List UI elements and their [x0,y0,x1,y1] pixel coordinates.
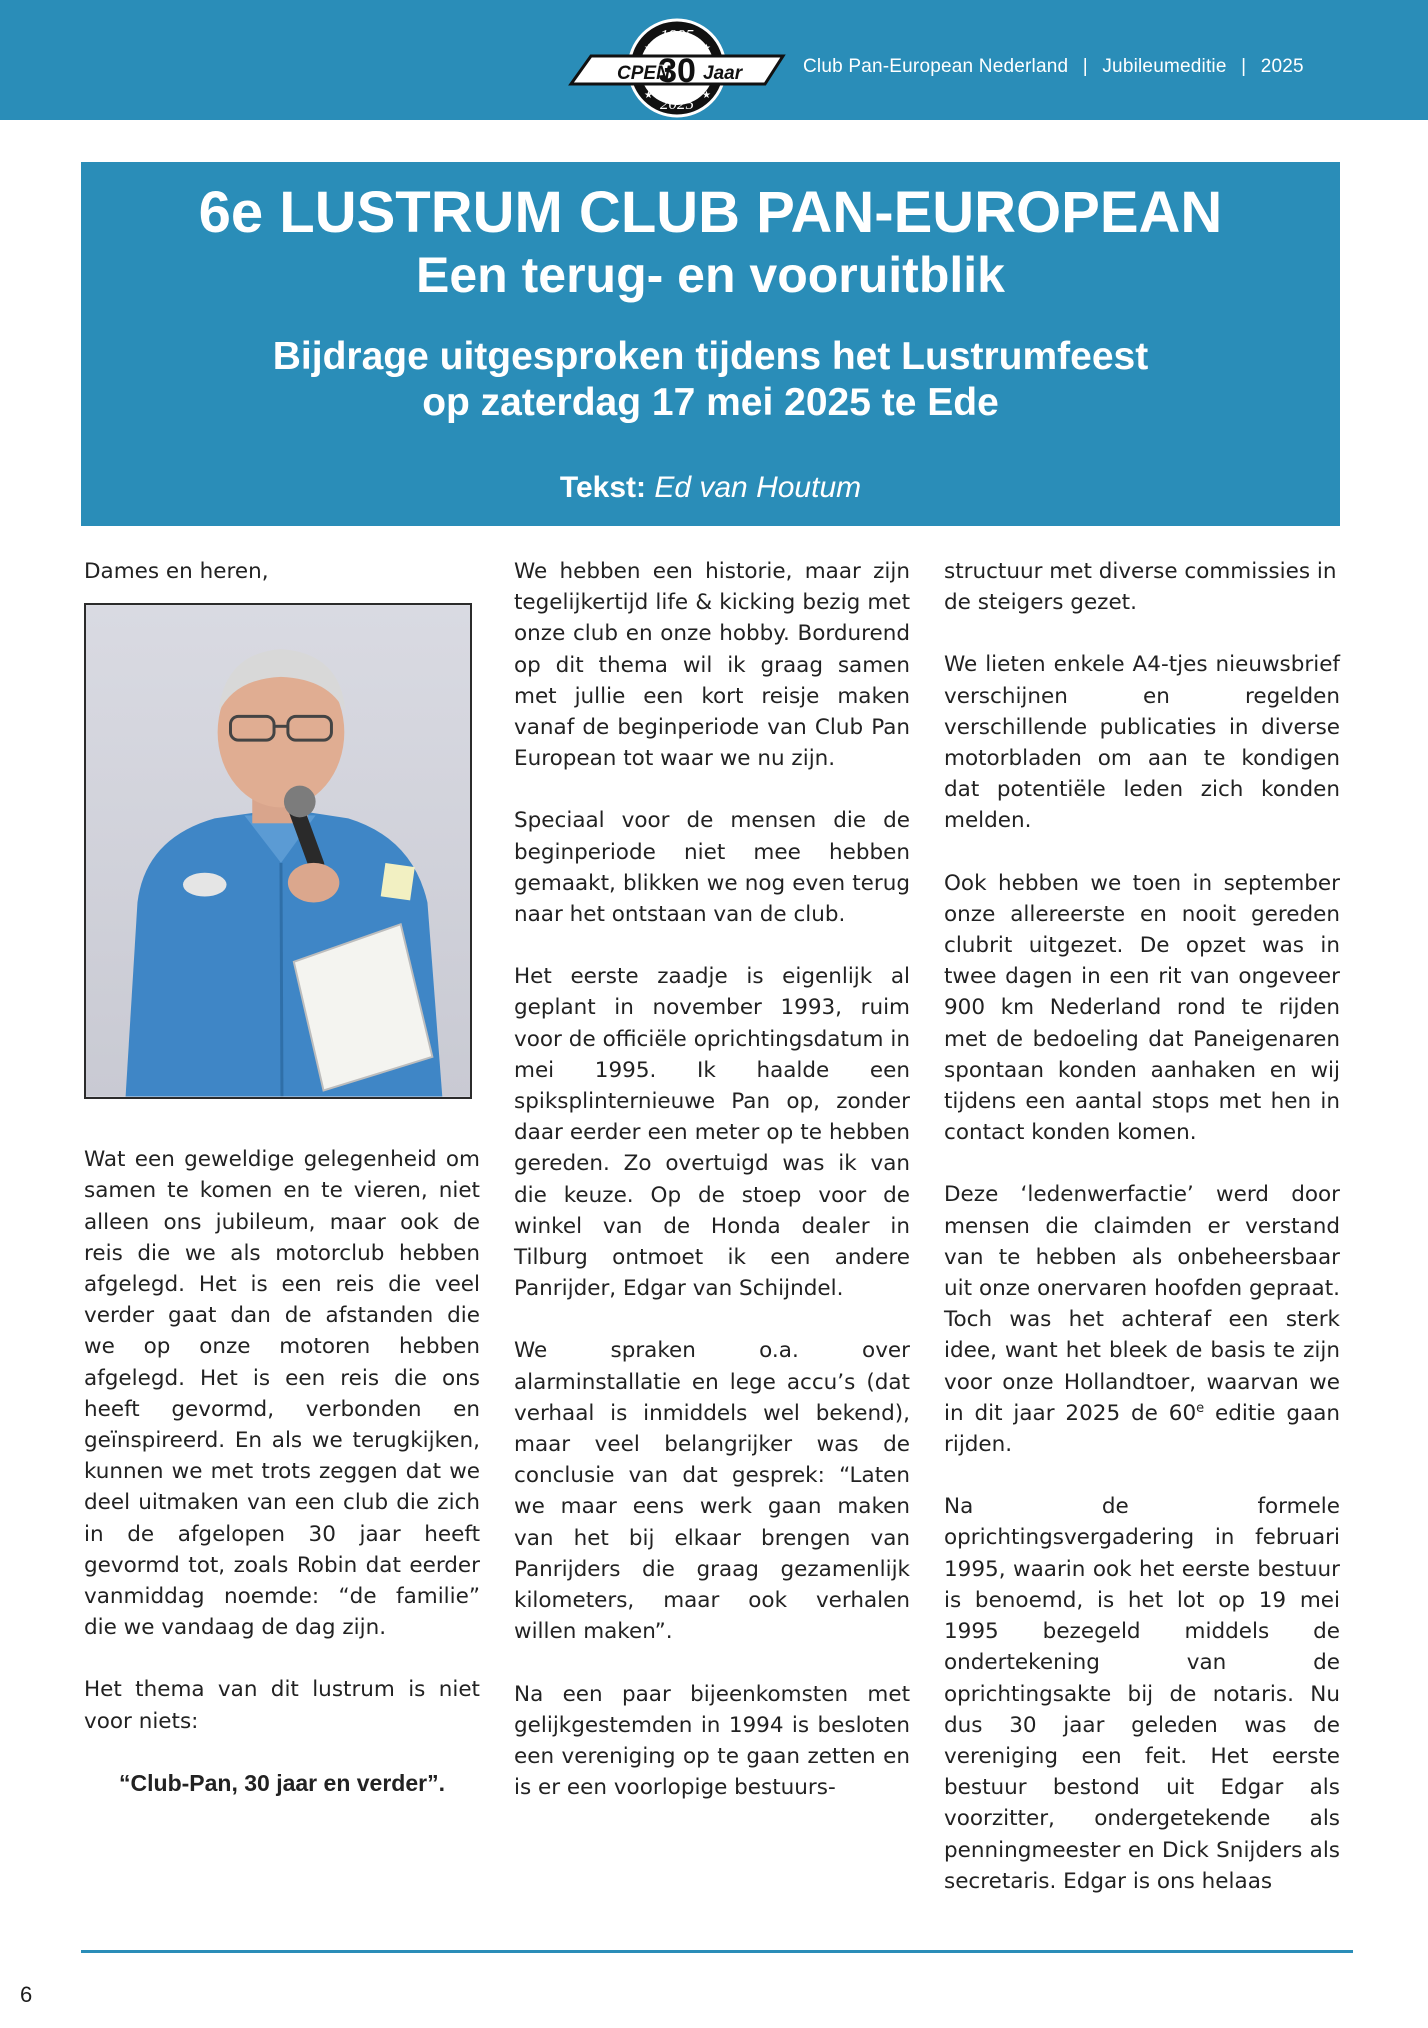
title-box [81,162,1340,526]
col2-paragraph-1: We hebben een historie, maar zijn tegelijkertijd life & kicking bezig met onze club en onze hobby. Bordurend op dit thema wil ik graag samen met jullie een kort reisje maken vanaf de beginperiode van Club Pan European tot waar we nu zijn. [514,559,910,772]
column-3 [944,556,1340,1897]
logo-star-icon: ★ [644,90,653,101]
header-year: 2025 [1260,56,1304,77]
col1-paragraph-2: Het thema van dit lustrum is niet voor niets: [84,1677,480,1734]
greeting: Dames en heren, [84,559,269,584]
article-subtitle: Een terug- en vooruitblik [416,247,1005,303]
col2-paragraph-4: We spraken o.a. over alarminstallatie en lege accu’s (dat verhaal is inmiddels wel bekend), maar veel belangrijker was de conclusie van dat gesprek: “Laten we maar eens werk gaan maken van het bij elkaar brengen van Panrijders die graag gezamenlijk kilometers, maar ook verhalen willen maken”. [514,1338,910,1645]
col2-paragraph-2: Speciaal voor de mensen die de beginperiode niet mee hebben gemaakt, blikken we nog even terug naar het ontstaan van de club. [514,808,910,928]
article-title: 6e LUSTRUM CLUB PAN-EUROPEAN [198,180,1223,245]
col3-paragraph-4-text: Deze ‘ledenwerfactie’ werd door mensen die claimden er verstand van te hebben als onbeheersbaar uit onze onervaren hoofden gepraat. Toch was het achteraf een sterk idee, want het bleek de basis te zijn voor onze Hollandtoer, waarvan we in dit jaar 2025 de 60 [944,1182,1340,1426]
byline-author: Ed van Houtum [654,471,862,504]
col2-paragraph-3: Het eerste zaadje is eigenlijk al geplant in november 1993, ruim voor de officiële oprichtingsdatum in mei 1995. Ik haalde een spiksplinternieuwe Pan op, zonder daar eerder een meter op te hebben gereden. Zo overtuigd was ik van die keuze. Op de stoep voor de winkel van de Honda dealer in Tilburg ontmoet ik een andere Panrijder, Edgar van Schijndel. [514,964,910,1302]
logo-left-text: CPEN [617,63,670,84]
header-separator: | [1241,56,1247,77]
col1-paragraph-1: Wat een geweldige gelegenheid om samen te komen en te vieren, niet alleen ons jubileum, maar ook de reis die we als motorclub hebben afgelegd. Het is een reis die veel verder gaat dan de afstanden die we op onze motoren hebben afgelegd. Het is een reis die ons heeft gevormd, verbonden en geïnspireerd. En als we terugkijken, kunnen we met trots zeggen dat we deel uitmaken van een club die zich in de afgelopen 30 jaar heeft gevormd tot, zoals Robin dat eerder vanmiddag noemde: “de familie” die we vandaag de dag zijn. [84,1147,480,1641]
footer-divider [81,1950,1353,1953]
col3-paragraph-5: Na de formele oprichtingsvergadering in februari 1995, waarin ook het eerste bestuur is benoemd, is het lot op 19 mei 1995 bezegeld middels de ondertekening van de oprichtingsakte bij de notaris. Nu dus 30 jaar geleden was de vereniging een feit. Het eerste bestuur bestond uit Edgar als voorzitter, ondergetekende als penningmeester en Dick Snijders als secretaris. Edgar is ons helaas [944,1494,1340,1894]
article-intro-line2: op zaterdag 17 mei 2025 te Ede [422,381,999,424]
logo-star-icon: ★ [702,43,711,54]
col2-paragraph-5: Na een paar bijeenkomsten met gelijkgestemden in 1994 is besloten een vereniging op te gaan zetten en is er een voorlopige bestuurs- [514,1681,910,1801]
header-separator: | [1082,56,1088,77]
col3-paragraph-4-end: editie gaan rijden. [944,1400,1340,1458]
column-2 [514,556,910,1803]
col3-paragraph-1: structuur met diverse commissies in de steigers gezet. [944,559,1337,616]
article-intro-line1: Bijdrage uitgesproken tijdens het Lustrumfeest [272,335,1149,378]
header-bar [0,0,1428,120]
speaker-photo-icon [86,605,470,1097]
column-1 [84,556,480,1799]
club-logo [565,18,790,118]
logo-star-icon: ★ [702,90,711,101]
byline-label: Tekst: [559,471,646,504]
ordinal-suffix: e [1196,1400,1205,1416]
speaker-photo [84,603,472,1099]
col3-paragraph-2: We lieten enkele A4-tjes nieuwsbrief verschijnen en regelden verschillende publicaties in diverse motorbladen om aan te kondigen dat potentiële leden zich konden melden. [944,652,1340,834]
page-number: 6 [20,1982,33,2007]
header-club-name: Club Pan-European Nederland [803,56,1069,77]
col3-paragraph-4 [944,1179,1340,1460]
header-text [803,54,1304,80]
logo-year-top: 1995 [660,26,694,45]
header-edition: Jubileumeditie [1102,56,1227,77]
logo-year-bottom: 2025 [660,94,694,113]
logo-number: 30 [658,52,696,90]
col3-paragraph-3: Ook hebben we toen in september onze allereerste en nooit gereden clubrit uitgezet. De opzet was in twee dagen in een rit van ongeveer 900 km Nederland rond te rijden met de bedoeling dat Paneigenaren spontaan konden aanhaken en wij tijdens een aantal stops met hen in contact konden komen. [944,870,1340,1146]
logo-right-text: Jaar [703,63,743,84]
logo-star-icon: ★ [644,43,653,54]
theme-quote: “Club-Pan, 30 jaar en verder”. [119,1769,445,1796]
byline [81,470,1340,506]
